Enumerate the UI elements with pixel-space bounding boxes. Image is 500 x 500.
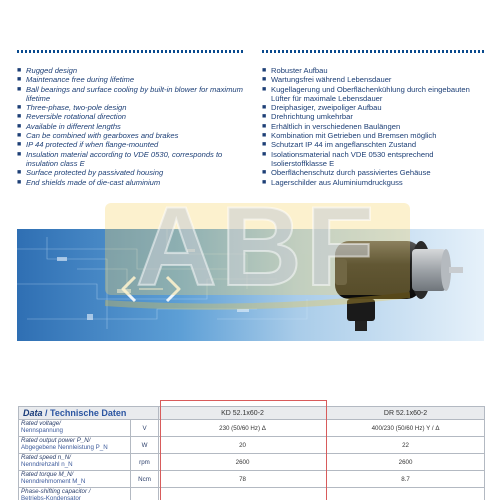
bullet-icon: ■ [262,178,267,186]
feature-item-en: ■ Rugged design [17,66,78,75]
feature-item-en: ■ Ball bearings and surface cooling by built-in blower for maximum lifetime [17,84,243,103]
table-title: Data / Technische Daten [19,407,159,420]
product-banner [17,229,484,341]
feature-item-en: ■ Surface protected by passivated housing [17,168,164,178]
row-unit: rpm [131,454,159,471]
column-header-kd: KD 52.1x60-2 [159,407,327,420]
highlight-frame [160,400,327,500]
feature-item-en: ■ IP 44 protected if when flange-mounted [17,140,159,150]
bullet-icon: ■ [17,141,22,149]
section-rule-en [17,50,245,53]
row-value-kd: 230 (50/60 Hz) Δ [159,420,327,437]
feature-item-de: ■ Erhältlich in verschiedenen Baulängen [262,121,401,131]
column-header-dr: DR 52.1x60-2 [327,407,485,420]
feature-item-de: ■ Wartungsfrei während Lebensdauer [262,75,392,85]
feature-item-de: ■ Robuster Aufbau [262,66,328,75]
feature-item-de: ■ Isolationsmaterial nach VDE 0530 entsprechend Isolierstoffklasse E [262,149,434,168]
feature-item-en: ■ Maintenance free during lifetime [17,75,135,85]
row-value-kd: 78 [159,471,327,488]
bullet-icon: ■ [17,76,22,84]
row-label: Rated torque M_N/ Nenndrehmoment M_N [19,471,131,488]
row-label: Rated output power P_N/ Abgegebene Nennleistung P_N [19,437,131,454]
bullet-icon: ■ [262,169,267,177]
feature-item-de: ■ Kugellagerung und Oberflächenkühlung durch eingebauten Lüfter für maximale Lebensdauer [262,84,470,103]
row-value-dr: 400/230 (50/60 Hz) Y / Δ [327,420,485,437]
row-unit [131,488,159,500]
bullet-icon: ■ [17,122,22,130]
feature-item-de: ■ Drehrichtung umkehrbar [262,112,353,122]
watermark-text: ABF [135,185,379,309]
feature-item-de: ■ Lagerschilder aus Aluminiumdruckguss [262,177,403,187]
feature-item-de: ■ Kombination mit Getrieben und Bremsen möglich [262,131,437,141]
row-label: Rated voltage/ Nennspannung [19,420,131,437]
bullet-icon: ■ [262,67,267,74]
bullet-icon: ■ [262,85,267,93]
feature-item-en: ■ Can be combined with gearboxes and brakes [17,131,179,141]
bullet-icon: ■ [17,150,22,158]
feature-item-de: ■ Schutzart IP 44 im angeflanschten Zustand [262,140,417,150]
feature-item-en: ■ Insulation material according to VDE 0530, corresponds to insulation class E [17,149,223,168]
feature-item-en: ■ Available in different lengths [17,121,121,131]
feature-list-de [262,66,490,187]
bullet-icon: ■ [17,104,22,112]
bullet-icon: ■ [17,67,22,74]
row-value-dr: 2600 [327,454,485,471]
feature-item-de: ■ Oberflächenschutz durch passiviertes Gehäuse [262,168,431,178]
feature-item-en: ■ Reversible rotational direction [17,112,127,122]
bullet-icon: ■ [262,141,267,149]
circuit-background [17,229,484,341]
row-value-dr: 8.7 [327,471,485,488]
bullet-icon: ■ [17,169,22,177]
row-unit: Ncm [131,471,159,488]
bullet-icon: ■ [262,76,267,84]
row-label: Rated speed n_N/ Nenndrehzahl n_N [19,454,131,471]
row-value-kd: 20 [159,437,327,454]
feature-list-en [17,66,253,187]
bullet-icon: ■ [262,150,267,158]
bullet-icon: ■ [262,104,267,112]
section-rule-de [262,50,484,53]
bullet-icon: ■ [17,132,22,140]
row-unit: W [131,437,159,454]
row-value-kd: 2600 [159,454,327,471]
row-value-dr [327,488,485,500]
bullet-icon: ■ [262,113,267,121]
bullet-icon: ■ [17,178,22,186]
feature-item-de: ■ Dreiphasiger, zweipoliger Aufbau [262,103,382,113]
feature-item-en: ■ End shields made of die-cast aluminium [17,177,161,187]
bullet-icon: ■ [17,113,22,121]
row-unit: V [131,420,159,437]
row-value-dr: 22 [327,437,485,454]
row-label: Phase-shifting capacitor / Betriebs-Kondensator [19,488,131,500]
bullet-icon: ■ [17,85,22,93]
bullet-icon: ■ [262,132,267,140]
feature-item-en: ■ Three-phase, two-pole design [17,103,127,113]
bullet-icon: ■ [262,122,267,130]
